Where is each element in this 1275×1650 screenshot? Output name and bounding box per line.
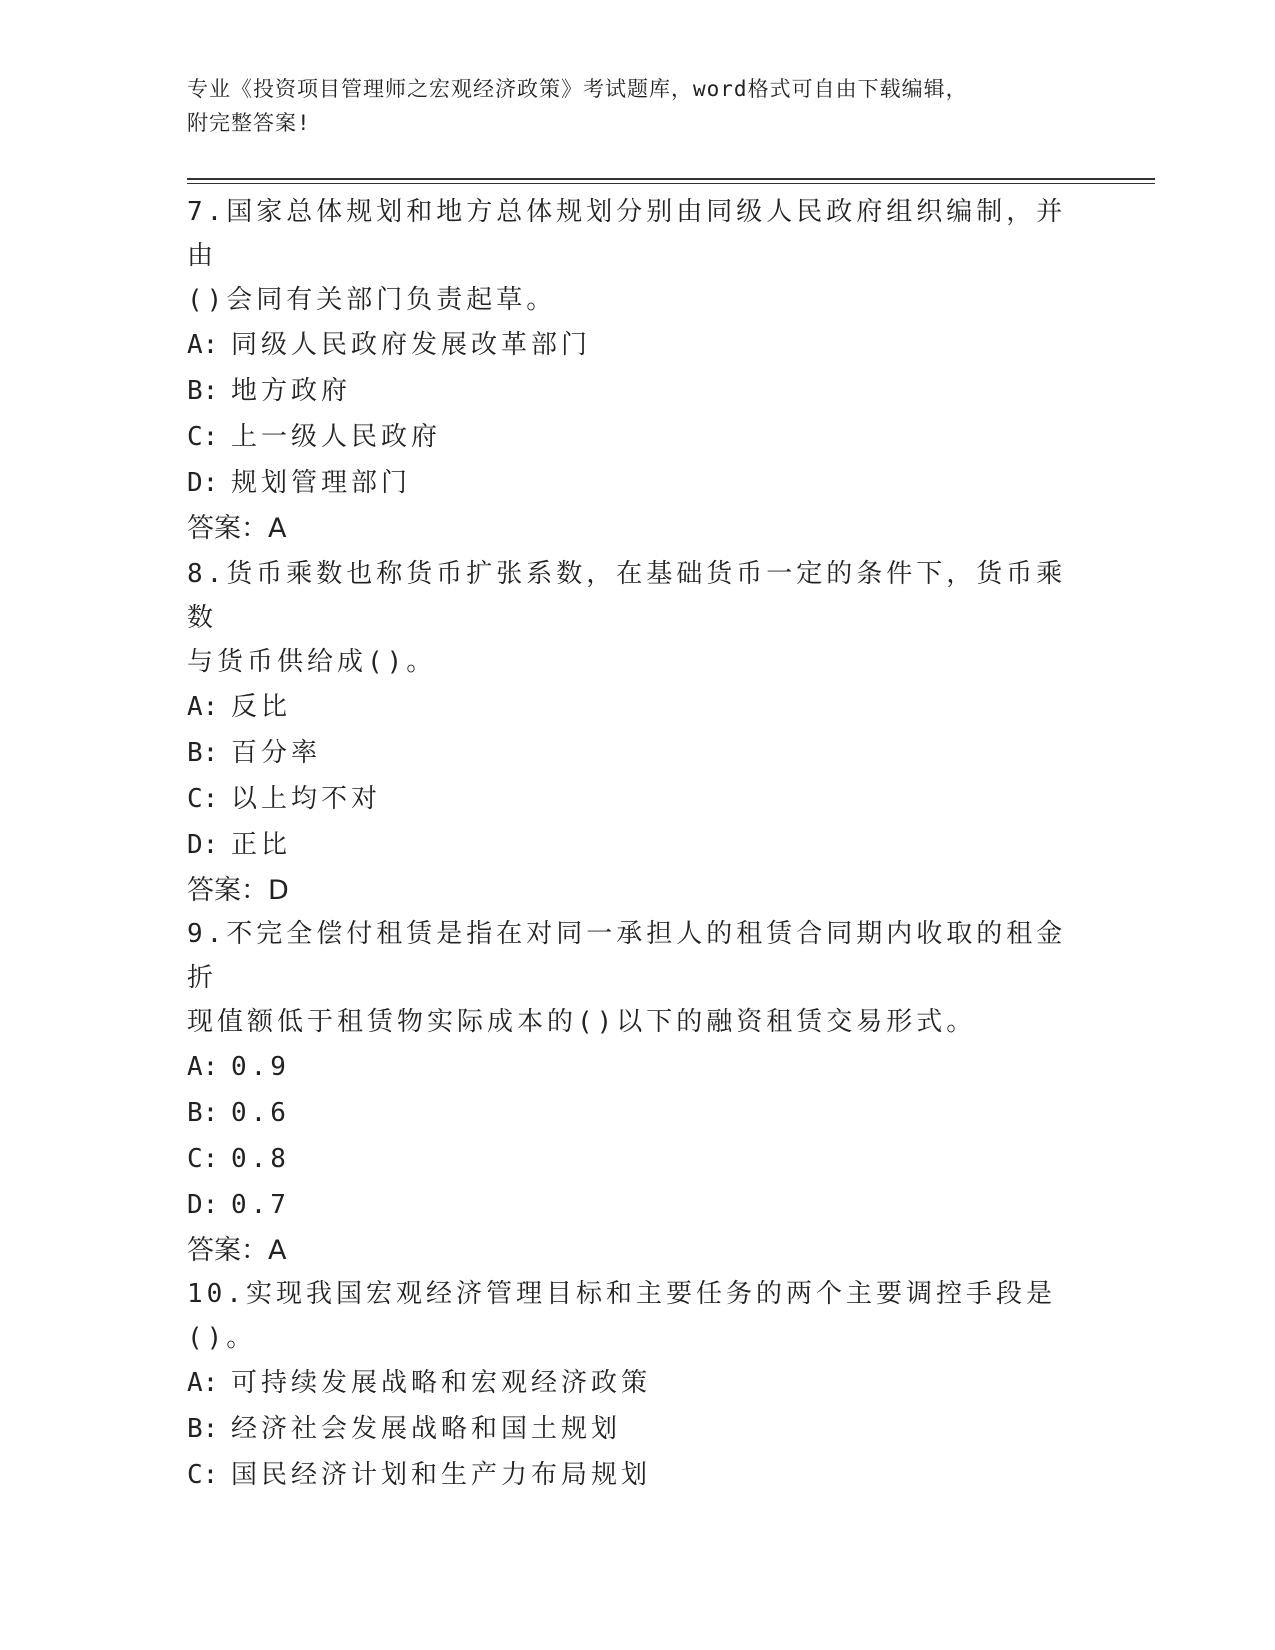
answer: 答案：A [187,513,287,544]
option-c [187,1136,1087,1182]
answer: 答案：A [187,1235,287,1266]
option-label: B: [187,1414,219,1444]
option-text: 反比 [231,692,292,722]
question-text-line-2: 与货币供给成()。 [187,647,437,677]
option-a [187,684,1087,730]
option-a [187,1044,1087,1090]
option-label: A: [187,330,219,360]
header-line-1: 专业《投资项目管理师之宏观经济政策》考试题库，word格式可自由下载编辑， [187,77,968,101]
option-label: B: [187,1098,219,1128]
option-a [187,322,1087,368]
option-label: B: [187,376,219,406]
option-b [187,1090,1087,1136]
header-divider-thick [187,178,1155,180]
header-divider-thin [187,183,1155,184]
option-d [187,1182,1087,1228]
question-10 [187,1272,1087,1498]
option-text: 上一级人民政府 [231,422,442,452]
option-label: C: [187,1144,219,1174]
option-b [187,730,1087,776]
question-text-line-2: ()会同有关部门负责起草。 [187,285,557,315]
option-text: 正比 [231,830,292,860]
option-text: 经济社会发展战略和国土规划 [231,1414,622,1444]
option-label: D: [187,830,219,860]
option-text: 0.6 [231,1098,290,1128]
option-label: A: [187,1052,219,1082]
option-text: 地方政府 [231,376,352,406]
option-text: 0.7 [231,1190,290,1220]
option-a [187,1360,1087,1406]
option-label: A: [187,1368,219,1398]
option-text: 百分率 [231,738,322,768]
question-text-line-2: 现值额低于租赁物实际成本的()以下的融资租赁交易形式。 [187,1007,977,1037]
question-8 [187,552,1087,914]
option-c [187,776,1087,822]
option-label: B: [187,738,219,768]
option-c [187,1452,1087,1498]
option-c [187,414,1087,460]
question-text-line-1: 9.不完全偿付租赁是指在对同一承担人的租赁合同期内收取的租金折 [187,919,1067,993]
option-text: 以上均不对 [231,784,382,814]
option-label: D: [187,468,219,498]
option-b [187,368,1087,414]
option-d [187,460,1087,506]
header-line-2: 附完整答案! [187,111,311,135]
question-9 [187,912,1087,1274]
option-text: 规划管理部门 [231,468,412,498]
option-label: C: [187,1460,219,1490]
option-text: 0.9 [231,1052,290,1082]
option-label: A: [187,692,219,722]
option-label: D: [187,1190,219,1220]
question-text-line-1: 8.货币乘数也称货币扩张系数，在基础货币一定的条件下，货币乘数 [187,559,1067,633]
document-header [187,72,1067,140]
option-text: 国民经济计划和生产力布局规划 [231,1460,652,1490]
option-text: 同级人民政府发展改革部门 [231,330,592,360]
option-text: 可持续发展战略和宏观经济政策 [231,1368,652,1398]
question-text-line-1: 7.国家总体规划和地方总体规划分别由同级人民政府组织编制，并由 [187,197,1067,271]
option-d [187,822,1087,868]
option-b [187,1406,1087,1452]
option-label: C: [187,784,219,814]
option-text: 0.8 [231,1144,290,1174]
question-7 [187,190,1087,552]
question-text-line-1: 10.实现我国宏观经济管理目标和主要任务的两个主要调控手段是()。 [187,1279,1056,1353]
answer: 答案：D [187,875,289,906]
option-label: C: [187,422,219,452]
